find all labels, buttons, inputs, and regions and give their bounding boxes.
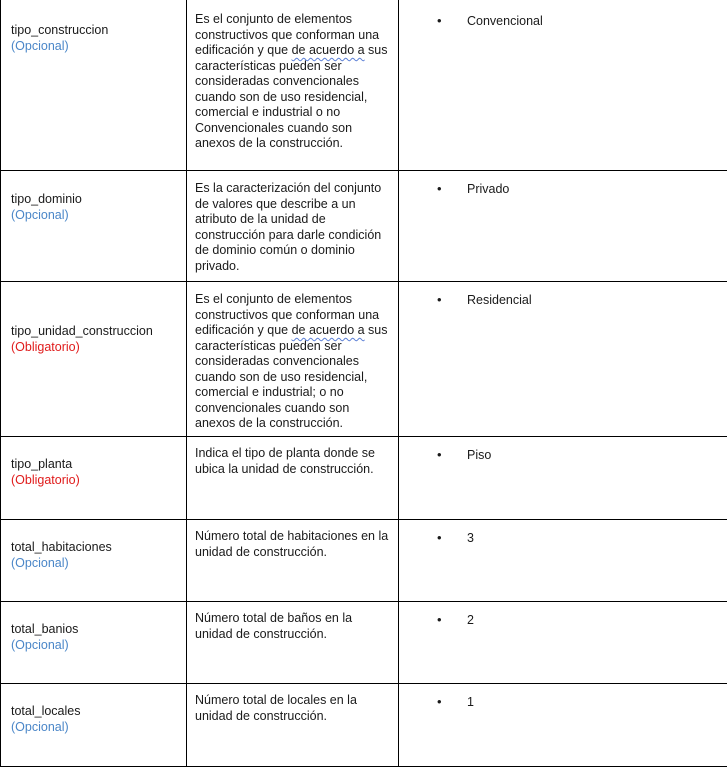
requirement-label: (Opcional) [11,556,69,570]
value-text: Convencional [467,14,543,28]
description-cell [187,171,399,282]
bullet-icon: • [437,13,442,28]
description-cell [187,437,399,520]
field-cell [1,171,187,282]
value-text: Residencial [467,293,532,307]
requirement-label: (Obligatorio) [11,473,80,487]
value-text: Privado [467,182,510,196]
table-row [1,684,727,767]
value-text: 3 [467,531,474,545]
spellcheck-mark: de acuerdo a [291,43,365,57]
field-name: total_habitaciones [11,540,112,554]
description-text: Número total de locales en la unidad de construcción. [195,693,357,723]
table-row [1,282,727,437]
description-text: Número total de baños en la unidad de construcción. [195,611,353,641]
value-text: 1 [467,695,474,709]
value-text: Piso [467,448,492,462]
value-text: 2 [467,613,474,627]
value-cell [399,437,727,520]
field-cell [1,437,187,520]
description-cell [187,602,399,684]
value-cell [399,520,727,602]
requirement-label: (Opcional) [11,39,69,53]
field-name: tipo_planta [11,457,73,471]
description-cell [187,0,399,171]
value-cell [399,684,727,767]
field-cell [1,282,187,437]
field-name: tipo_unidad_construccion [11,324,153,338]
description-text: Indica el tipo de planta donde se ubica la unidad de construcción. [195,446,375,476]
requirement-label: (Opcional) [11,208,69,222]
requirement-label: (Obligatorio) [11,340,80,354]
description-cell [187,520,399,602]
field-name: total_banios [11,622,79,636]
requirement-label: (Opcional) [11,720,69,734]
field-cell [1,602,187,684]
description-cell [187,282,399,437]
bullet-icon: • [437,292,442,307]
value-cell [399,0,727,171]
bullet-icon: • [437,530,442,545]
field-cell [1,0,187,171]
field-name: tipo_construccion [11,23,109,37]
field-cell [1,520,187,602]
description-text: Es el conjunto de elementos constructivos que conforman una edificación y que de acuerdo a sus características pueden ser consideradas convencionales cuando son de uso residencial, comercial e industrial o no Convencionales cuando son anexos de la construcción. [195,12,388,150]
table-row [1,520,727,602]
table-row [1,171,727,282]
requirement-label: (Opcional) [11,638,69,652]
table-row [1,437,727,520]
description-text: Es el conjunto de elementos constructivos que conforman una edificación y que de acuerdo a sus características pueden ser consideradas convencionales cuando son de uso residencial, comercial e industrial; o no convencionales cuando son anexos de la construcción. [195,292,388,430]
field-name: tipo_dominio [11,192,82,206]
description-text: Es la caracterización del conjunto de valores que describe a un atributo de la unidad de construcción para darle condición de dominio común o dominio privado. [195,181,382,273]
value-cell [399,602,727,684]
description-cell [187,684,399,767]
field-cell [1,684,187,767]
value-cell [399,171,727,282]
table-row [1,602,727,684]
description-text: Número total de habitaciones en la unidad de construcción. [195,529,389,559]
bullet-icon: • [437,181,442,196]
bullet-icon: • [437,694,442,709]
bullet-icon: • [437,447,442,462]
field-name: total_locales [11,704,81,718]
spellcheck-mark: de acuerdo a [291,323,365,337]
bullet-icon: • [437,612,442,627]
value-cell [399,282,727,437]
table-row [1,0,727,171]
